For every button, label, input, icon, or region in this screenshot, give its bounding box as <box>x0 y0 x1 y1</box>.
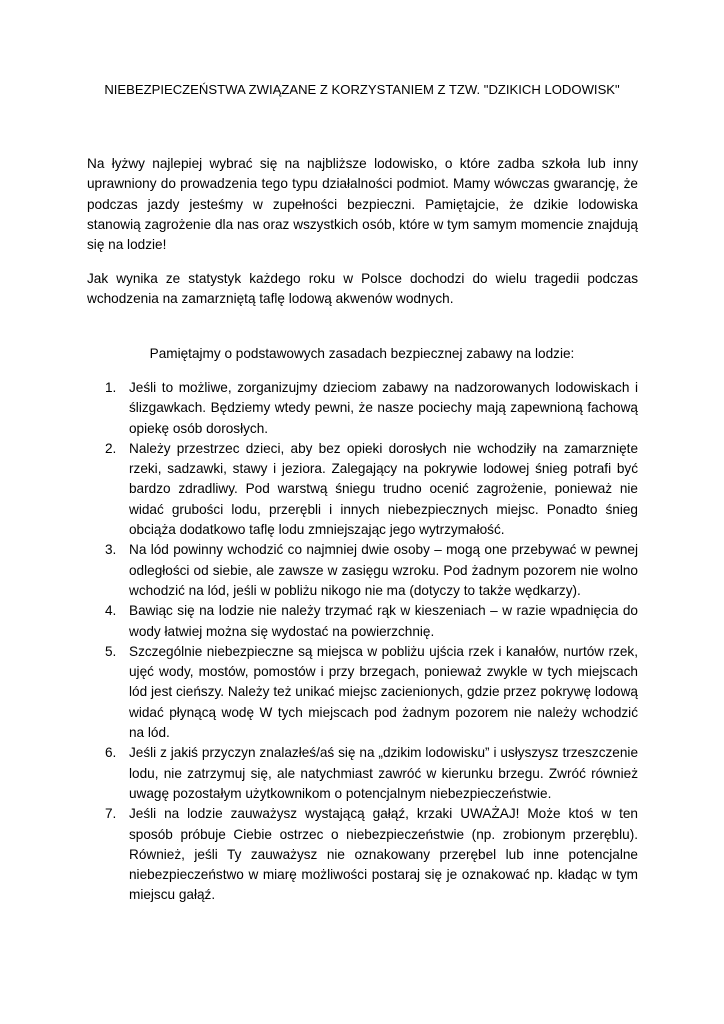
list-item-text: Na lód powinny wchodzić co najmniej dwie osoby – mogą one przebywać w pewnej odległości od siebie, ale zawsze w zasięgu wzroku. Pod żadnym pozorem nie wolno wchodzić na lód, jeśli w pobliżu nikogo nie ma (dotyczy to także wędkarzy). <box>129 542 638 598</box>
list-item-number: 2. <box>105 440 117 456</box>
list-item <box>87 601 638 642</box>
list-item <box>87 743 638 804</box>
list-item <box>87 642 638 743</box>
list-item-text: Jeśli to możliwe, zorganizujmy dzieciom zabawy na nadzorowanych lodowiskach i ślizgawkach. Będziemy wtedy pewni, że nasze pociechy mają zapewnioną fachową opiekę osób dorosłych. <box>129 380 638 436</box>
list-item <box>87 378 638 439</box>
list-item-text: Jeśli na lodzie zauważysz wystającą gałąź, krzaki UWAŻAJ! Może ktoś w ten sposób próbuje Ciebie ostrzec o niebezpieczeństwie (np. zrobionym przeręblu). Również, jeśli Ty zauważysz nie oznakowany przerębel lub inne potencjalne niebezpieczeństwo w miarę możliwości postaraj się je oznakować np. kładąc w tym miejscu gałąź. <box>129 806 638 903</box>
safety-rules-list <box>87 378 638 906</box>
list-item-number: 6. <box>105 745 117 761</box>
list-item <box>87 540 638 601</box>
list-item-text: Jeśli z jakiś przyczyn znalazłeś/aś się na „dzikim lodowisku” i usłyszysz trzeszczenie lodu, nie zatrzymuj się, ale natychmiast zawróć w kierunku brzegu. Zwróć również uwagę pozostałym użytkownikom o potencjalnym niebezpieczeństwie. <box>129 745 638 801</box>
list-item-number: 5. <box>105 643 117 659</box>
list-item <box>87 804 638 905</box>
list-item-text: Bawiąc się na lodzie nie należy trzymać rąk w kieszeniach – w razie wpadnięcia do wody łatwiej można się wydostać na powierzchnię. <box>129 603 638 639</box>
list-item-number: 7. <box>105 806 117 822</box>
list-item-text: Należy przestrzec dzieci, aby bez opieki dorosłych nie wchodziły na zamarznięte rzeki, sadzawki, stawy i jeziora. Zalegający na pokrywie lodowej śnieg potrafi być bardzo zdradliwy. Pod warstwą śniegu trudno ocenić zagrożenie, ponieważ nie widać grubości lodu, przerębli i innych niebezpiecznych miejsc. Ponadto śnieg obciąża dodatkowo taflę lodu zmniejszając jego wytrzymałość. <box>129 440 638 538</box>
paragraph-statistics: Jak wynika ze statystyk każdego roku w Polsce dochodzi do wielu tragedii podczas wchodzenia na zamarzniętą taflę lodową akwenów wodnych. <box>87 271 638 307</box>
list-item-number: 1. <box>105 380 117 395</box>
list-item-number: 3. <box>105 542 117 558</box>
paragraph-ice-rink-advice: Na łyżwy najlepiej wybrać się na najbliższe lodowisko, o które zadba szkoła lub inny uprawniony do prowadzenia tego typu działalności podmiot. Mamy wówczas gwarancję, że podczas jazdy jesteśmy w zupełności bezpieczni. Pamiętajcie, że dzikie lodowiska stanowią zagrożenie dla nas oraz wszystkich osób, które w tym samym momencie znajdują się na lodzie! <box>87 156 638 253</box>
document-title: NIEBEZPIECZEŃSTWA ZWIĄZANE Z KORZYSTANIEM Z TZW. "DZIKICH LODOWISK" <box>104 82 620 97</box>
list-item <box>87 439 638 540</box>
list-item-text: Szczególnie niebezpieczne są miejsca w pobliżu ujścia rzek i kanałów, nurtów rzek, ujęć wody, mostów, pomostów i przy brzegach, ponieważ zwykle w tych miejscach lód jest cieńszy. Należy też unikać miejsc zacienionych, gdzie przez pokrywę lodową widać płynącą wodę W tych miejscach pod żadnym pozorem nie należy wchodzić na lód. <box>129 643 638 741</box>
rules-intro: Pamiętajmy o podstawowych zasadach bezpiecznej zabawy na lodzie: <box>149 346 575 361</box>
list-item-number: 4. <box>105 603 117 619</box>
